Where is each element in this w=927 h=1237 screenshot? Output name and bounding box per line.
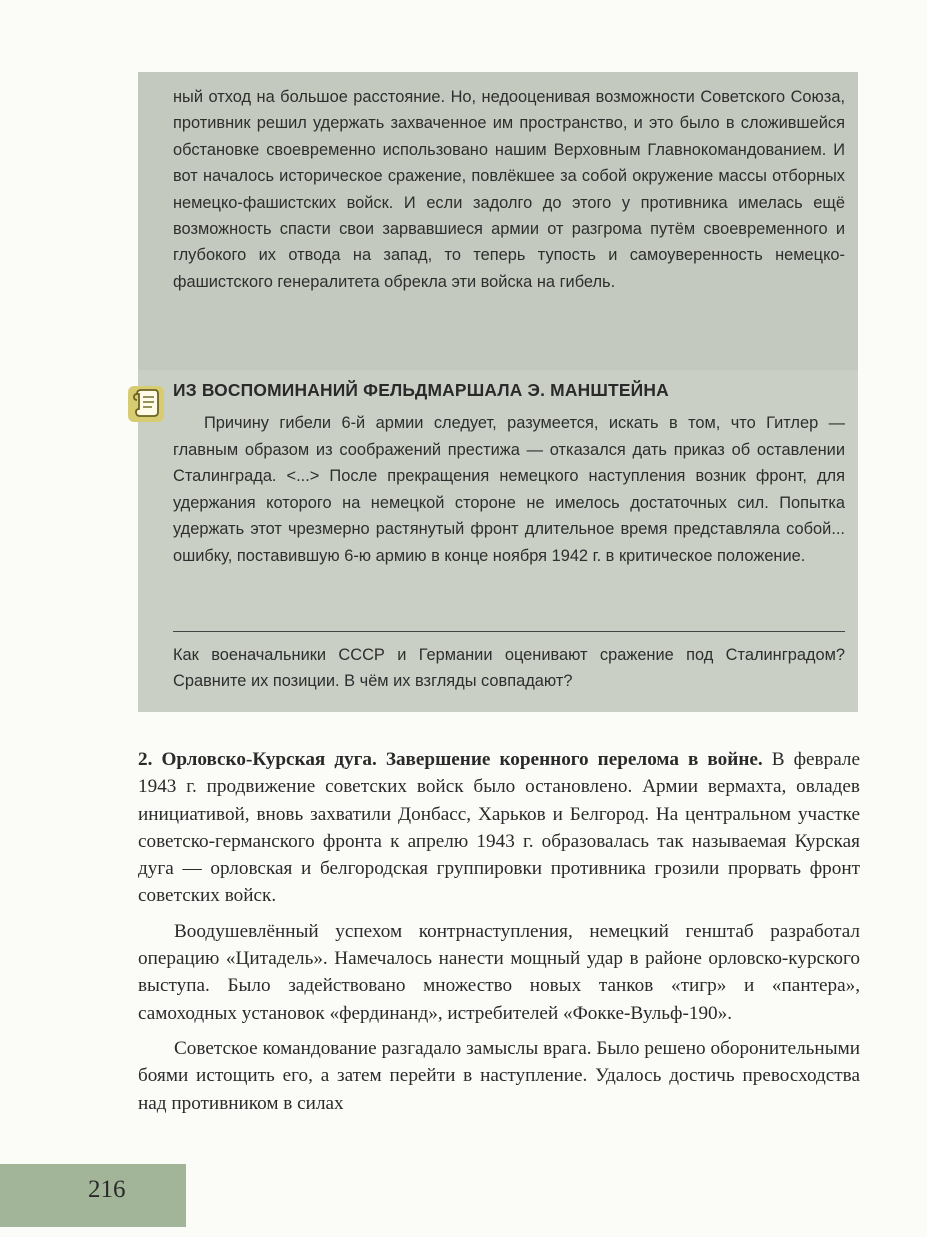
question-block xyxy=(173,642,845,695)
page-number: 216 xyxy=(88,1176,126,1203)
section-heading: 2. Орловско-Курская дуга. Завершение коренного перелома в войне. xyxy=(138,749,763,770)
quote-manstein-text: Причину гибели 6-й армии следует, разумеется, искать в том, что Гитлер — главным образом из соображений престижа — отказался дать приказ об оставлении Сталинграда. <...> После прекращения немецкого наступления возник фронт, для удержания которого на немецкой стороне не имелось достаточных сил. Попытка удержать этот чрезмерно растянутый фронт длительное время представляла собой... ошибку, поставившую 6-ю армию в конце ноября 1942 г. в критическое положение. xyxy=(173,414,845,565)
divider xyxy=(173,631,845,632)
paragraph-2: Воодушевлённый успехом контрнаступления, немецкий генштаб разработал операцию «Цитадель». Намечалось нанести мощный удар в районе орловско-курского выступа. Было задействовано множество новых танков «тигр» и «пантера», самоходных установок «фердинанд», истребителей «Фокке-Вульф-190». xyxy=(138,920,860,1024)
paragraph-3: Советское командование разгадало замыслы врага. Было решено оборонительными боями истощить его, а затем перейти в наступление. Удалось достичь превосходства над противником в силах xyxy=(138,1037,860,1114)
question-text: Как военачальники СССР и Германии оценивают сражение под Сталинградом? Сравните их позиции. В чём их взгляды совпадают? xyxy=(173,646,845,691)
paragraph-1 xyxy=(138,746,860,910)
quote-zhukov-text: ный отход на большое расстояние. Но, недооценивая возможности Советского Союза, противник решил удержать захваченное им пространство, и это было в сложившейся обстановке своевременно использовано нашим Верховным Главнокомандованием. И вот началось историческое сражение, повлёкшее за собой окружение массы отборных немецко-фашистских войск. И если задолго до этого у противника имелась ещё возможность спасти свои зарвавшиеся армии от разгрома путём своевременного и глубокого их отвода на запад, то теперь тупость и самоуверенность немецко-фашистского генералитета обрекла эти войска на гибель. xyxy=(173,88,845,291)
main-text xyxy=(138,746,860,1125)
quote-manstein xyxy=(173,410,845,570)
paragraph-1-text: В феврале 1943 г. продвижение советских войск было остановлено. Армии вермахта, овладев инициативой, вновь захватили Донбасс, Харьков и Белгород. На центральном участке советско-германского фронта к апрелю 1943 г. образовалась так называемая Курская дуга — орловская и белгородская группировки противника грозили прорвать фронт советских войск. xyxy=(138,749,860,907)
quote-zhukov xyxy=(173,84,845,295)
document-scroll-icon xyxy=(128,384,166,424)
quote-manstein-heading: ИЗ ВОСПОМИНАНИЙ ФЕЛЬДМАРШАЛА Э. МАНШТЕЙНА xyxy=(173,380,669,400)
